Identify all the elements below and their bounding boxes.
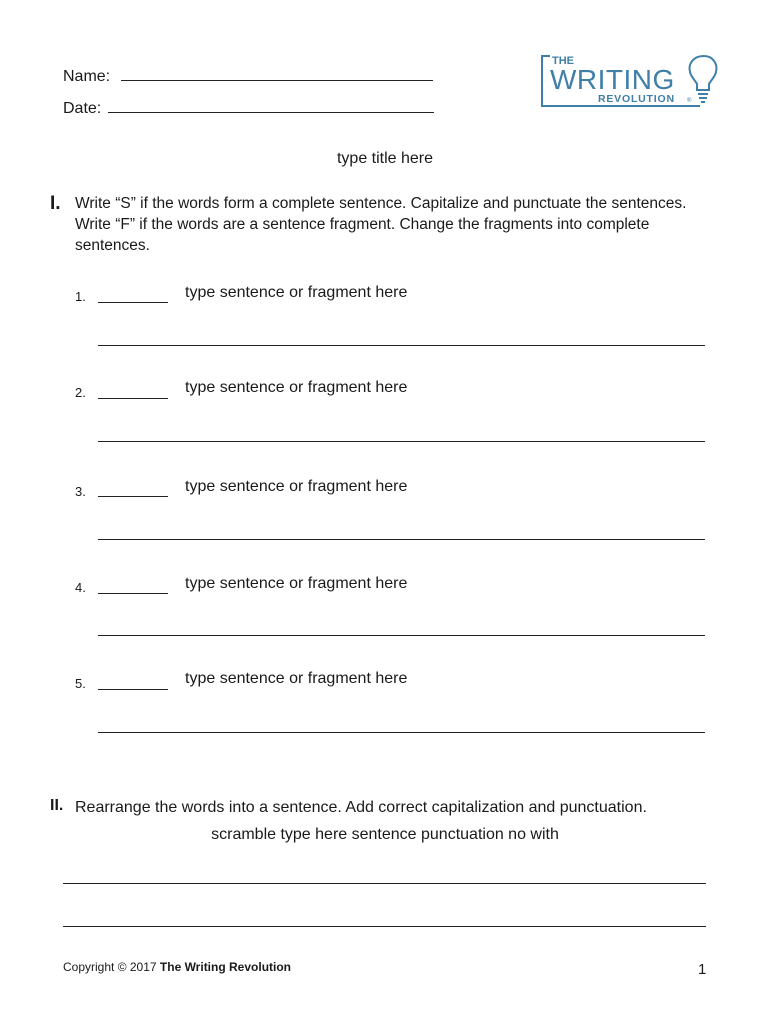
item-5-text[interactable]: type sentence or fragment here: [185, 670, 408, 687]
name-line[interactable]: [121, 66, 433, 81]
worksheet-title[interactable]: type title here: [336, 150, 434, 167]
item-4-writing-line[interactable]: [98, 634, 705, 636]
item-2-answer-blank[interactable]: [98, 397, 168, 399]
item-4-text[interactable]: type sentence or fragment here: [185, 575, 408, 592]
section-2-writing-line-2[interactable]: [63, 925, 706, 927]
item-3-number: 3.: [75, 484, 86, 499]
section-1-instruction: Write “S” if the words form a complete sentence. Capitalize and punctuate the sentences. Write “F” if the words are a sentence fragment. Change the fragments into complete sentences.: [75, 195, 687, 254]
section-2-number: II.: [50, 797, 64, 814]
item-4-number: 4.: [75, 580, 86, 595]
item-4-answer-blank[interactable]: [98, 592, 168, 594]
item-1-answer-blank[interactable]: [98, 301, 168, 303]
logo-writing: WRITING: [550, 64, 675, 95]
name-field[interactable]: [63, 66, 433, 86]
section-2-writing-line-1[interactable]: [63, 882, 706, 884]
logo-registered-mark: ®: [687, 98, 692, 104]
copyright-organization: The Writing Revolution: [159, 960, 292, 974]
section-2-instruction: Rearrange the words into a sentence. Add correct capitalization and punctuation.: [75, 799, 647, 816]
date-field[interactable]: [63, 98, 434, 118]
date-line[interactable]: [108, 98, 434, 113]
section-1-number: I.: [50, 193, 61, 214]
item-2-number: 2.: [75, 385, 86, 400]
copyright-prefix: Copyright © 2017: [63, 960, 157, 974]
item-1-number: 1.: [75, 289, 86, 304]
name-label: Name:: [63, 68, 111, 85]
logo-revolution: REVOLUTION: [598, 93, 675, 105]
item-3-writing-line[interactable]: [98, 538, 705, 540]
item-1-text[interactable]: type sentence or fragment here: [185, 284, 408, 301]
item-2-text[interactable]: type sentence or fragment here: [185, 379, 408, 396]
item-1-writing-line[interactable]: [98, 344, 705, 346]
item-5-number: 5.: [75, 676, 86, 691]
logo-graphic: [540, 52, 720, 110]
item-5-answer-blank[interactable]: [98, 688, 168, 690]
writing-revolution-logo: [540, 52, 720, 110]
item-2-writing-line[interactable]: [98, 440, 705, 442]
page-number: 1: [698, 961, 707, 978]
logo-the: THE: [552, 55, 574, 67]
scrambled-words[interactable]: scramble type here sentence punctuation no with: [211, 826, 559, 843]
copyright-notice: [63, 960, 291, 974]
item-5-writing-line[interactable]: [98, 731, 705, 733]
lightbulb-icon: [690, 56, 717, 102]
date-label: Date:: [63, 100, 102, 117]
item-3-text[interactable]: type sentence or fragment here: [185, 478, 408, 495]
item-3-answer-blank[interactable]: [98, 495, 168, 497]
